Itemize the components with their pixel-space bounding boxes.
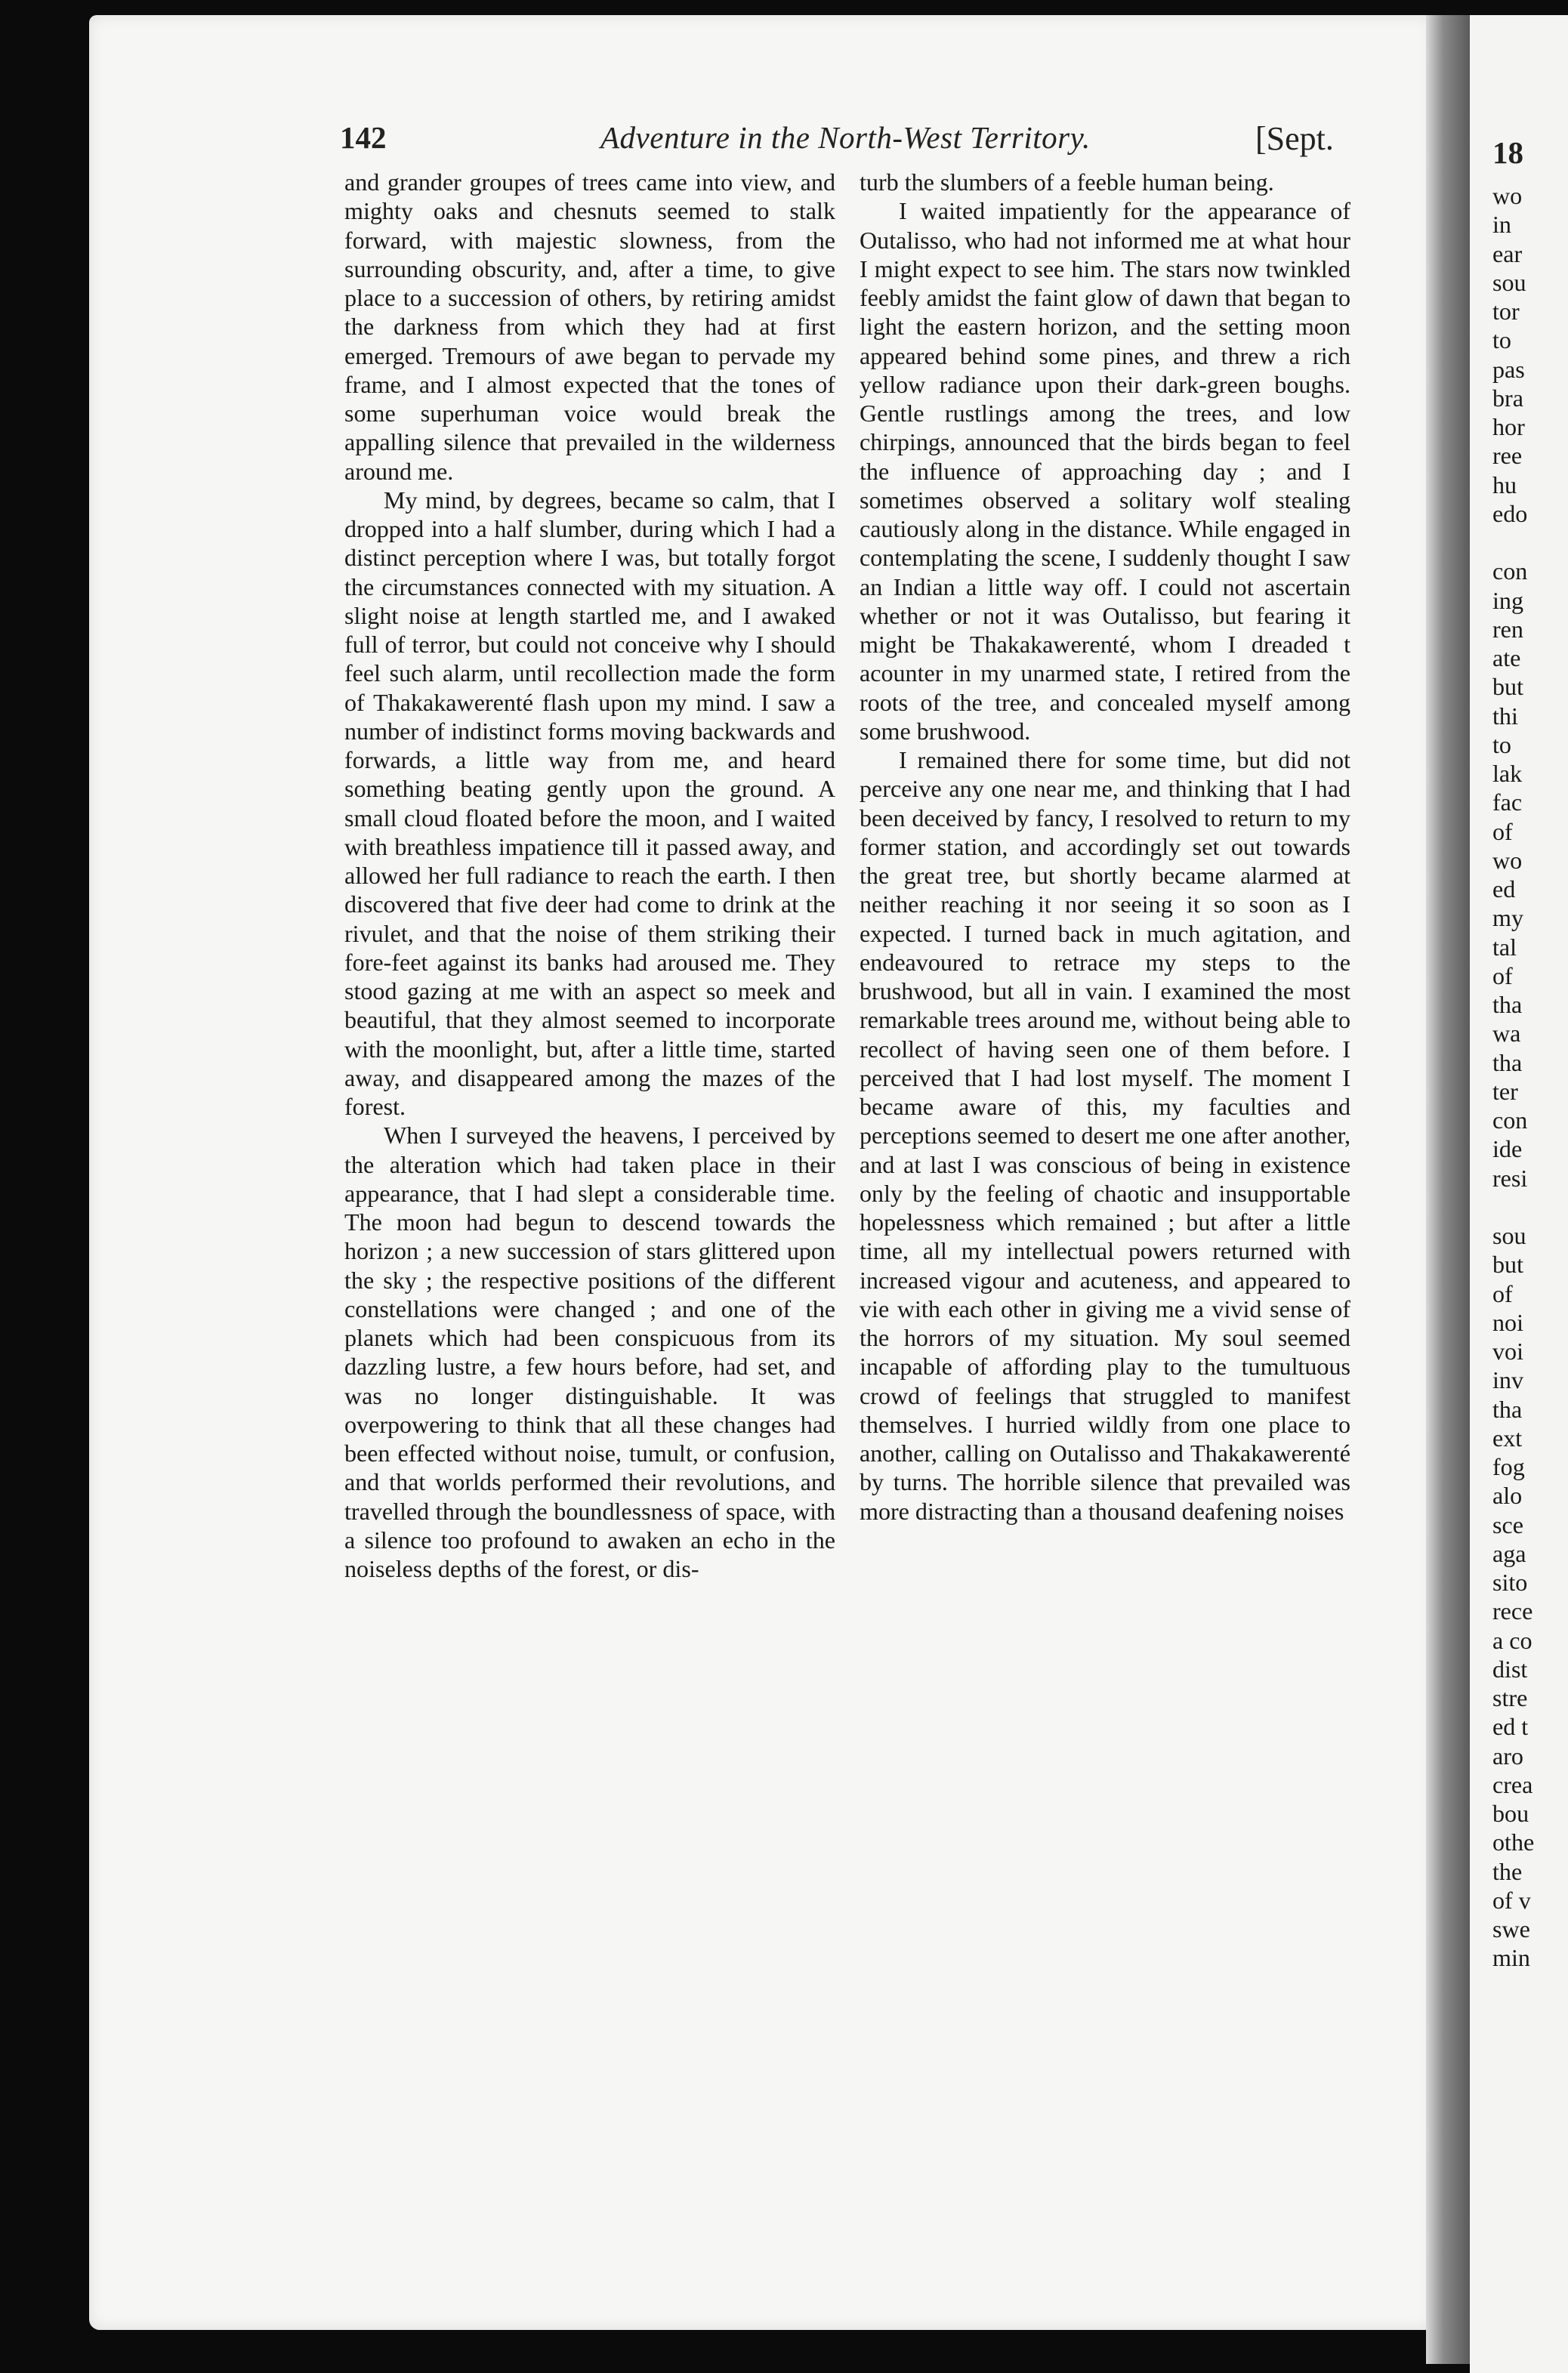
paragraph: My mind, by degrees, became so calm, that I dropped into a half slumber, during which I had a distinct perception where I was, but totally forgot the circumstances connected with my situation. A slight noise at length startled me, and I awaked full of terror, but could not conceive why I should feel such alarm, until recollection made the form of Thakakawerenté flash upon my mind. I saw a number of indistinct forms moving backwards and forwards, a little way from me, and heard something beating gently upon the ground. A small cloud floated before the moon, and I waited with breathless impatience till it passed away, and allowed her full radiance to reach the earth. I then discovered that five deer had come to drink at the rivulet, and that the noise of them striking their fore-feet against its banks had aroused me. They stood gazing at me with an aspect so meek and beautiful, that they almost seemed to incorporate with the moonlight, but, after a little time, started away, and disappeared among the mazes of the forest.: [344, 486, 835, 1120]
facing-line: alo: [1492, 1482, 1523, 1510]
facing-line: wa: [1492, 1020, 1521, 1048]
facing-line: sou: [1492, 1222, 1526, 1249]
facing-line: min: [1492, 1944, 1530, 1972]
running-title: Adventure in the North-West Territory.: [600, 120, 1091, 155]
facing-line: resi: [1492, 1164, 1528, 1192]
facing-line: con: [1492, 557, 1528, 585]
facing-page: [1470, 15, 1568, 2373]
facing-line: othe: [1492, 1828, 1535, 1856]
facing-line: dist: [1492, 1655, 1528, 1683]
facing-line: in: [1492, 211, 1511, 239]
facing-line: ext: [1492, 1424, 1523, 1452]
facing-line: pas: [1492, 355, 1525, 383]
facing-line: sito: [1492, 1569, 1528, 1596]
facing-line: of: [1492, 1279, 1513, 1307]
paragraph: When I surveyed the heavens, I perceived by the alteration which had taken place in their appearance, that I had slept a considerable time. The moon had begun to descend towards the horizon ; a new succession of stars glittered upon the sky ; the respective positions of the different constellations were changed ; and one of the planets which had been conspicuous from its dazzling lustre, a few hours before, had set, and was no longer distinguishable. It was overpowering to think that all these changes had been effected without noise, tumult, or confusion, and that worlds performed their revolutions, and travelled through the boundlessness of space, with a silence too profound to awaken an echo in the noiseless depths of the forest, or dis-: [344, 1122, 835, 1582]
paragraph: I remained there for some time, but did not perceive any one near me, and thinking that I had been deceived by fancy, I resolved to return to my former station, and accordingly set out towards the great tree, but shortly became alarmed at neither reaching it nor seeing it so soon as I expected. I turned back in much agitation, and endeavoured to retrace my steps to the brushwood, but all in vain. I examined the most remarkable trees around me, without being able to recollect of having seen one of them before. I perceived that I had lost myself. The moment I became aware of this, my faculties and perceptions seemed to desert me one after another, and at last I was conscious of being in existence only by the feeling of chaotic and insupportable hopelessness which remained ; but after a little time, all my intellectual powers returned with increased vigour and acuteness, and appeared to vie with each other in giving me a vivid sense of the horrors of my situation. My soul seemed incapable of affording play to the tumultuous crowd of feelings that struggled to manifest themselves. I hurried wildly from one place to another, calling on Outalisso and Thakakawerenté by turns. The horrible silence that prevailed was more distracting than a thousand deafening noises: [860, 746, 1350, 1525]
facing-line: hor: [1492, 413, 1525, 440]
facing-line: a co: [1492, 1626, 1533, 1654]
paragraph: turb the slumbers of a feeble human being.: [860, 168, 1274, 196]
facing-line: [1492, 1193, 1568, 1221]
facing-line: to: [1492, 326, 1511, 354]
facing-line: noi: [1492, 1308, 1523, 1336]
page-number: 142: [340, 120, 387, 155]
facing-line: swe: [1492, 1915, 1530, 1943]
right-column: [860, 168, 1350, 1526]
facing-line: inv: [1492, 1366, 1523, 1394]
paragraph: and grander groupes of trees came into view, and mighty oaks and chesnuts seemed to stalk forward, with majestic slowness, from the surrounding obscurity, and, after a time, to give place to a succession of others, by retiring amidst the darkness from which they had at first emerged. Tremours of awe began to pervade my frame, and I almost expected that the tones of some superhuman voice would break the appalling silence that prevailed in the wilderness around me.: [344, 168, 835, 485]
facing-page-number: 18: [1492, 135, 1523, 170]
facing-line: tha: [1492, 1048, 1523, 1076]
facing-line: tha: [1492, 991, 1523, 1018]
facing-line: of: [1492, 817, 1513, 845]
facing-line: stre: [1492, 1684, 1528, 1711]
facing-line: ing: [1492, 586, 1523, 614]
facing-line: [1492, 528, 1568, 557]
facing-line: of: [1492, 961, 1513, 989]
facing-line: wo: [1492, 846, 1523, 874]
facing-page-text: [1492, 181, 1568, 1973]
facing-line: fog: [1492, 1453, 1525, 1480]
left-column: [344, 168, 835, 1583]
facing-line: to: [1492, 730, 1511, 758]
facing-line: con: [1492, 1106, 1528, 1134]
facing-line: ear: [1492, 239, 1523, 267]
facing-line: ter: [1492, 1077, 1518, 1105]
facing-line: ree: [1492, 442, 1523, 470]
book-gutter: [1426, 15, 1470, 2364]
facing-line: ed: [1492, 875, 1516, 903]
facing-line: edo: [1492, 499, 1528, 527]
facing-line: sou: [1492, 268, 1526, 296]
facing-line: but: [1492, 1251, 1523, 1279]
page-header: [340, 113, 1360, 174]
facing-line: fac: [1492, 788, 1523, 816]
facing-line: thi: [1492, 702, 1518, 730]
facing-line: tor: [1492, 298, 1520, 325]
facing-line: the: [1492, 1857, 1523, 1885]
facing-line: voi: [1492, 1338, 1523, 1365]
facing-line: wo: [1492, 182, 1523, 209]
facing-line: rece: [1492, 1597, 1533, 1625]
facing-line: ide: [1492, 1135, 1523, 1163]
facing-line: tal: [1492, 933, 1517, 961]
facing-line: aro: [1492, 1742, 1523, 1770]
facing-line: bra: [1492, 384, 1523, 412]
paragraph: I waited impatiently for the appearance of Outalisso, who had not informed me at what hour I might expect to see him. The stars now twinkled feebly amidst the faint glow of dawn that began to light the eastern horizon, and the setting moon appeared behind some pines, and threw a rich yellow radiance upon their dark-green boughs. Gentle rustlings among the trees, and low chirpings, announced that the birds began to feel the influence of approaching day ; and I sometimes observed a solitary wolf stealing cautiously along in the distance. While engaged in contemplating the scene, I suddenly thought I saw an Indian a little way off. I could not ascertain whether or not it was Outalisso, but fearing it might be Thakakawerenté, whom I dreaded t acounter in my unarmed state, I retired from the roots of the tree, and concealed myself among some brushwood.: [860, 197, 1350, 745]
facing-line: hu: [1492, 471, 1517, 498]
facing-line: ren: [1492, 615, 1523, 643]
facing-line: bou: [1492, 1800, 1529, 1827]
facing-line: sce: [1492, 1511, 1523, 1538]
facing-line: but: [1492, 673, 1523, 701]
facing-line: ed t: [1492, 1713, 1529, 1741]
facing-line: lak: [1492, 760, 1523, 787]
facing-line: of v: [1492, 1886, 1531, 1914]
facing-line: tha: [1492, 1395, 1523, 1423]
facing-line: my: [1492, 904, 1523, 932]
running-month: [Sept.: [1255, 120, 1334, 157]
facing-line: ate: [1492, 644, 1521, 671]
facing-line: aga: [1492, 1539, 1526, 1567]
facing-line: crea: [1492, 1770, 1533, 1798]
